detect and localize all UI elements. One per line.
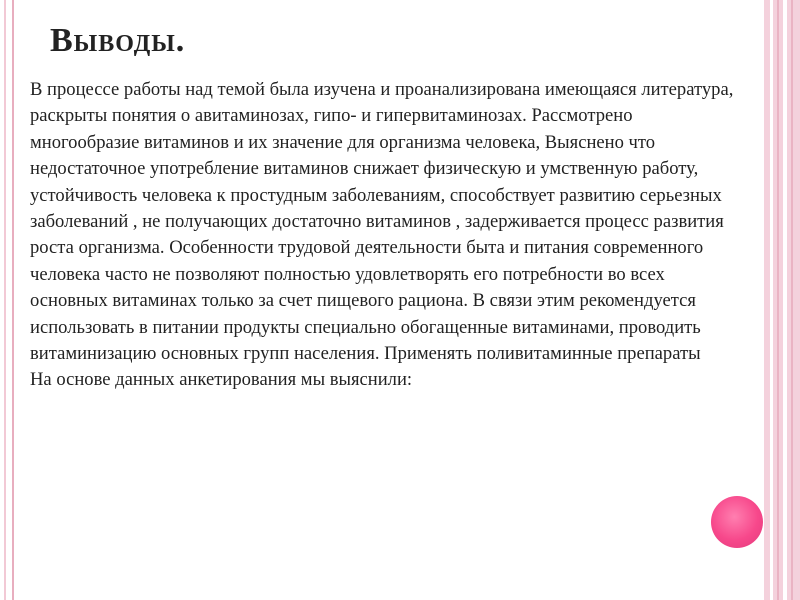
pink-circle-decoration xyxy=(711,496,763,548)
border-stripe xyxy=(770,0,773,600)
survey-intro-paragraph: На основе данных анкетирования мы выяснили: xyxy=(30,369,413,391)
conclusion-paragraph: В процессе работы над темой была изучена и проанализирована имеющаяся литература, раскрыты понятия о авитаминозах, гипо- и гипервитаминозах. Рассмотрено многообразие витаминов и их значение для организма человека, Выяснено что недостаточное употребление витаминов снижает физическую и умственную работу, устойчивость человека к простудным заболеваниям, способствует развитию серьезных заболеваний , не получающих достаточно витаминов , задерживается процесс развития роста организма. Особенности трудовой деятельности быта и питания современного человека часто не позволяют полностью удовлетворять его потребности во всех основных витаминах только за счет пищевого рациона. В связи этим рекомендуется использовать в питании продукты специально обогащенные витаминами, проводить витаминизацию основных групп населения. Применять поливитаминные препараты xyxy=(30,79,734,365)
slide-body xyxy=(30,77,742,394)
border-stripe xyxy=(791,0,793,600)
slide-title: Выводы. xyxy=(50,22,186,59)
border-stripe xyxy=(777,0,779,600)
left-decorative-border xyxy=(0,0,14,600)
border-stripe xyxy=(783,0,787,600)
right-decorative-border xyxy=(764,0,800,600)
